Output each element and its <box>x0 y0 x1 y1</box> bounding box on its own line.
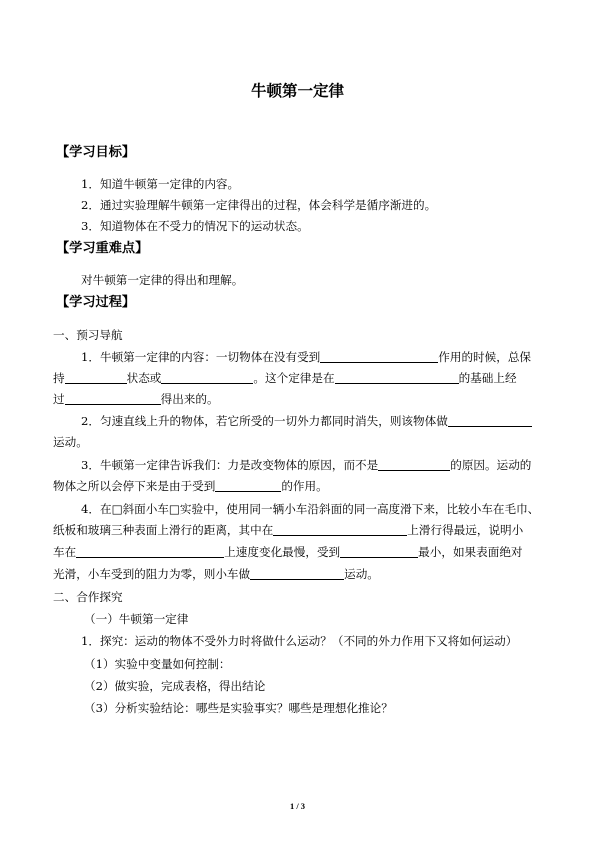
section-heading-key-points: 【学习重难点】 <box>56 241 149 256</box>
answer-blank[interactable] <box>161 372 253 384</box>
explore-step-2: （2）做实验，完成表格，得出结论 <box>84 679 266 693</box>
question-2-line-1: 2．匀速直线上升的物体，若它所受的一切外力都同时消失，则该物体做 <box>81 414 543 428</box>
explore-step-1: （1）实验中变量如何控制： <box>84 657 231 671</box>
answer-blank[interactable] <box>340 546 418 558</box>
question-3-line-1: 3．牛顿第一定律告诉我们：力是改变物体的原因，而不是 的原因。运动的 <box>81 458 532 472</box>
goal-item-3: 3．知道物体在不受力的情况下的运动状态。 <box>81 219 309 233</box>
question-4-line-2: 纸板和玻璃三种表面上滑行的距离，其中在 上滑行得最远，说明小 <box>53 523 524 537</box>
answer-blank[interactable] <box>378 459 450 471</box>
cooperative-heading: 二、合作探究 <box>53 590 123 604</box>
answer-blank[interactable] <box>65 372 127 384</box>
question-1-line-2: 持 状态或 。这个定律是在 的基础上经 <box>53 371 517 385</box>
question-1-line-1: 1．牛顿第一定律的内容：一切物体在没有受到 作用的时候，总保 <box>81 350 532 364</box>
question-1-line-3: 过 得出来的。 <box>53 392 219 406</box>
question-3-line-2: 物体之所以会停下来是由于受到 的作用。 <box>53 479 328 493</box>
answer-blank[interactable] <box>448 415 532 427</box>
question-4-line-4: 光滑，小车受到的阻力为零，则小车做 运动。 <box>53 567 379 581</box>
answer-blank[interactable] <box>320 351 438 363</box>
section-heading-goals: 【学习目标】 <box>56 145 136 160</box>
goal-item-2: 2．通过实验理解牛顿第一定律得出的过程，体会科学是循序渐进的。 <box>81 198 437 212</box>
page-title: 牛顿第一定律 <box>250 82 344 100</box>
page-number: 1 / 3 <box>289 801 306 811</box>
preview-heading: 一、预习导航 <box>53 328 123 342</box>
section-heading-process: 【学习过程】 <box>56 295 136 310</box>
explore-step-3: （3）分析实验结论：哪些是实验事实？哪些是理想化推论？ <box>84 701 393 715</box>
question-4-line-3: 车在 上速度变化最慢，受到 最小，如果表面绝对 <box>53 545 523 559</box>
explore-question: 1．探究：运动的物体不受外力时将做什么运动？（不同的外力作用下又将如何运动） <box>81 634 518 648</box>
answer-blank[interactable] <box>215 480 281 492</box>
question-4-line-1: 4．在□斜面小车□实验中，使用同一辆小车沿斜面的同一高度滑下来，比较小车在毛巾、 <box>81 502 540 516</box>
answer-blank[interactable] <box>65 393 161 405</box>
question-2-line-2: 运动。 <box>53 435 88 449</box>
answer-blank[interactable] <box>76 546 224 558</box>
answer-blank[interactable] <box>250 568 344 580</box>
answer-blank[interactable] <box>273 524 407 536</box>
goal-item-1: 1．知道牛顿第一定律的内容。 <box>81 177 240 191</box>
subsection-heading: （一）牛顿第一定律 <box>84 612 189 626</box>
answer-blank[interactable] <box>335 372 459 384</box>
key-point-1: 对牛顿第一定律的得出和理解。 <box>81 273 244 287</box>
